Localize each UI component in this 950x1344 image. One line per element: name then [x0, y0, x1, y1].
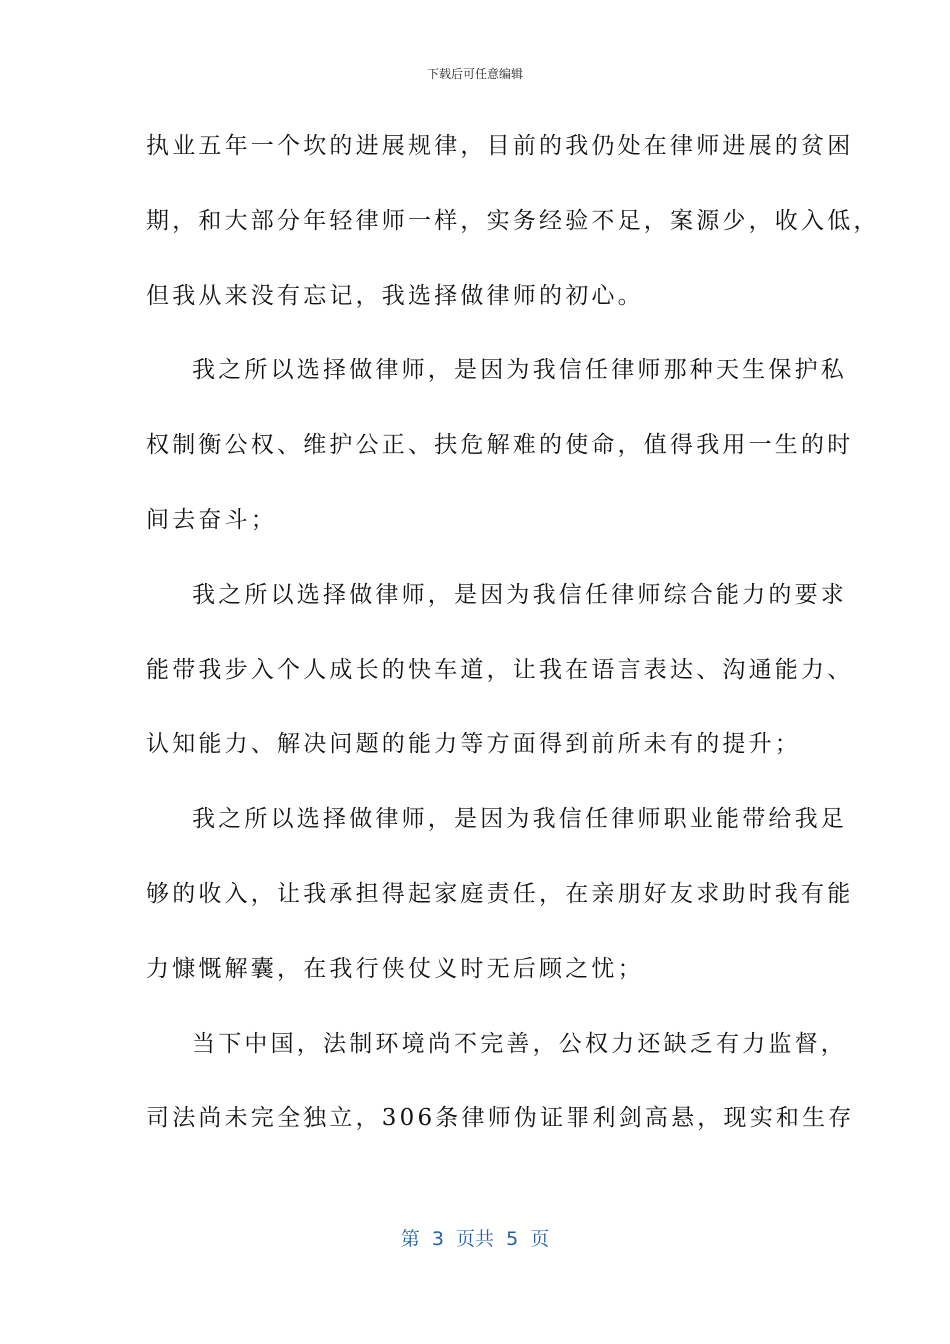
text-line-13: 当下中国，法制环境尚不完善，公权力还缺乏有力监督， [192, 1030, 847, 1057]
text-line-10: 我之所以选择做律师，是因为我信任律师职业能带给我足 [192, 806, 847, 833]
text-line-1: 执业五年一个坎的进展规律，目前的我仍处在律师进展的贫困 [146, 133, 854, 159]
text-line-4: 我之所以选择做律师，是因为我信任律师那种天生保护私 [192, 357, 847, 384]
text-line-14: 司法尚未完全独立，306条律师伪证罪利剑高悬，现实和生存 [146, 1105, 855, 1132]
text-line-5: 权制衡公权、维护公正、扶危解难的使命，值得我用一生的时 [146, 432, 854, 459]
text-line-7: 我之所以选择做律师，是因为我信任律师综合能力的要求 [192, 581, 847, 608]
text-line-8: 能带我步入个人成长的快车道，让我在语言表达、沟通能力、 [146, 656, 854, 683]
header-text: 下载后可任意编辑 [426, 67, 523, 81]
text-line-11: 够的收入，让我承担得起家庭责任，在亲朋好友求助时我有能 [146, 880, 854, 907]
text-line-3: 但我从来没有忘记，我选择做律师的初心。 [146, 282, 644, 309]
text-line-9: 认知能力、解决问题的能力等方面得到前所未有的提升； [146, 731, 801, 758]
text-line-2: 期，和大部分年轻律师一样，实务经验不足，案源少，收入低， [146, 207, 880, 234]
document-body [146, 120, 880, 1167]
page-footer [0, 1226, 950, 1252]
page-header [0, 66, 950, 82]
text-line-6: 间去奋斗； [146, 506, 277, 533]
page-number: 第 3 页共 5 页 [400, 1228, 550, 1250]
text-line-12: 力慷慨解囊，在我行侠仗义时无后顾之忧； [146, 955, 644, 982]
